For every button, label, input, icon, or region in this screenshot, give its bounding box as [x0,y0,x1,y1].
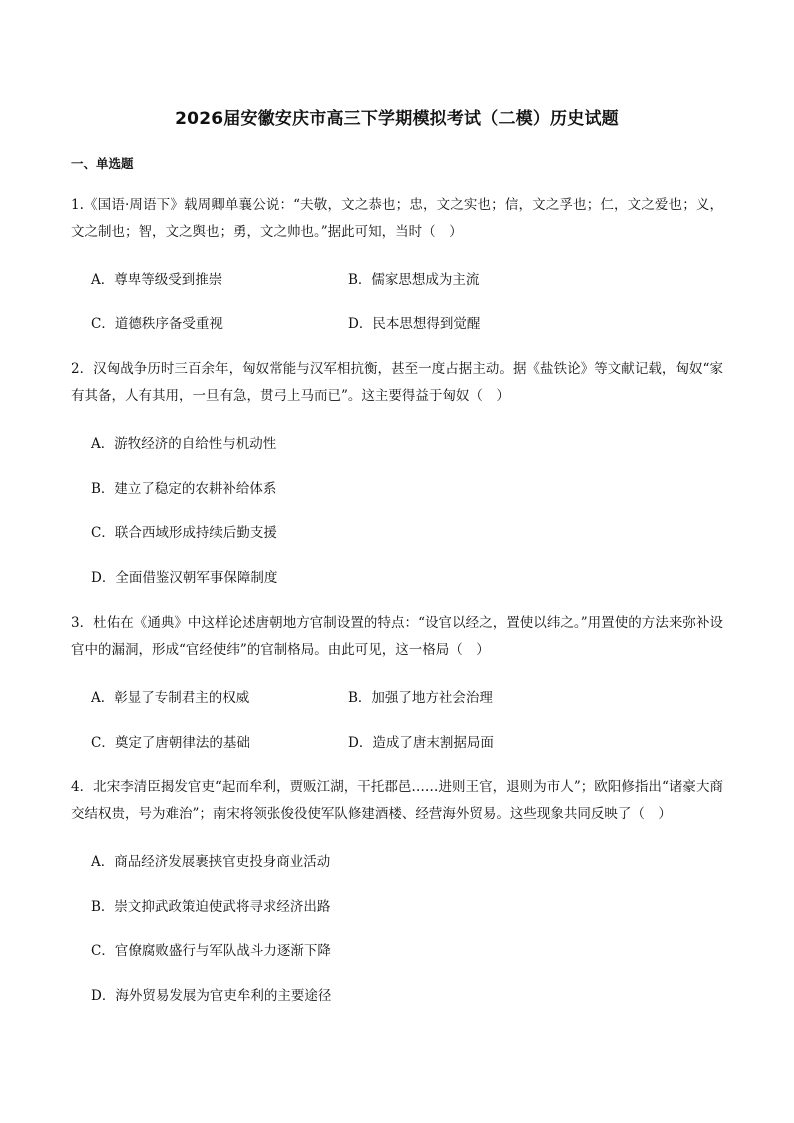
question-1-option-b: B．儒家思想成为主流 [348,272,480,288]
question-3-option-c: C．奠定了唐朝律法的基础 [91,735,250,751]
question-4-option-b: B．崇文抑武政策迫使武将寻求经济出路 [91,899,331,915]
question-1-option-a: A．尊卑等级受到推崇 [91,272,223,288]
question-2-option-a: A．游牧经济的自给性与机动性 [91,436,277,452]
question-3-option-b: B．加强了地方社会治理 [348,690,493,706]
question-2-option-c: C．联合西域形成持续后勤支援 [91,525,277,541]
question-1-option-c: C．道德秩序备受重视 [91,316,223,332]
section-heading: 一、单选题 [71,156,134,171]
question-1-stem: 1.《国语·周语下》载周卿单襄公说：“夫敬，文之恭也；忠，文之实也；信，文之孚也；仁，文之爱也；义，文之制也；智，文之舆也；勇，文之帅也。”据此可知，当时（ ） [71,197,723,240]
question-4-option-a: A．商品经济发展裹挟官吏投身商业活动 [91,854,331,870]
question-3-option-d: D．造成了唐末割据局面 [348,735,494,751]
question-3-stem: 3．杜佑在《通典》中这样论述唐朝地方官制设置的特点：“设官以经之，置使以纬之。”用置使的方法来弥补设官中的漏洞，形成“官经使纬”的官制格局。由此可见，这一格局（ ） [71,615,723,658]
question-1-option-d: D．民本思想得到觉醒 [348,316,481,332]
question-4-stem: 4．北宋李清臣揭发官吏“起而牟利，贾贩江湖，干托郡邑……进则王官，退则为市人”；欧阳修指出“诸豪大商交结权贵，号为难治”；南宋将领张俊役使军队修建酒楼、经营海外贸易。这些现象共同反映了（ ） [71,779,723,822]
question-2-option-b: B．建立了稳定的农耕补给体系 [91,481,277,497]
question-3-option-a: A．彰显了专制君主的权威 [91,690,250,706]
question-4-option-c: C．官僚腐败盛行与军队战斗力逐渐下降 [91,943,331,959]
page-title: 2026届安徽安庆市高三下学期模拟考试（二模）历史试题 [175,109,619,129]
question-4-option-d: D．海外贸易发展为官吏牟利的主要途径 [91,988,332,1004]
question-2-stem: 2．汉匈战争历时三百余年，匈奴常能与汉军相抗衡，甚至一度占据主动。据《盐铁论》等文献记载，匈奴“家有其备，人有其用，一旦有急，贯弓上马而已”。这主要得益于匈奴（ ） [71,361,723,404]
question-2-option-d: D．全面借鉴汉朝军事保障制度 [91,570,278,586]
